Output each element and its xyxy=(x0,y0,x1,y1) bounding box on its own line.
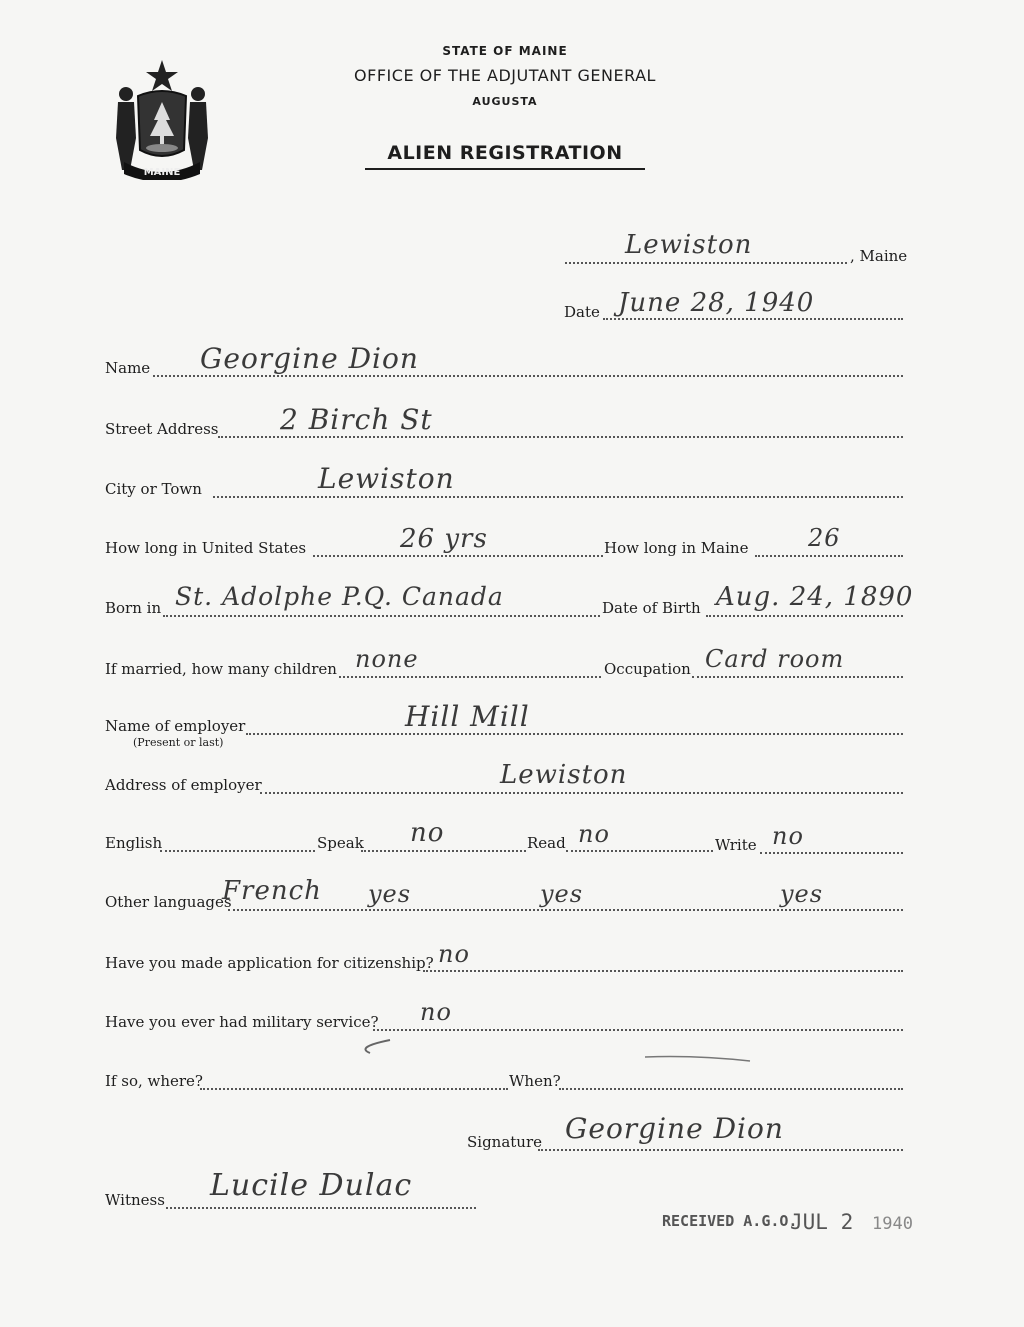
occupation-line xyxy=(692,676,903,678)
children-label: If married, how many children xyxy=(105,660,337,678)
maine-duration-value: 26 xyxy=(808,524,841,552)
title-underline xyxy=(365,168,645,170)
employer-sub-label: (Present or last) xyxy=(133,736,224,749)
place-value: Lewiston xyxy=(625,230,753,260)
write-label: Write xyxy=(715,836,757,854)
military-line xyxy=(373,1029,903,1031)
witness-line xyxy=(166,1207,476,1209)
us-duration-label: How long in United States xyxy=(105,539,307,557)
employer-address-line xyxy=(260,792,903,794)
read-value: no xyxy=(578,820,610,848)
dob-value: Aug. 24, 1890 xyxy=(716,582,914,612)
children-value: none xyxy=(355,645,419,673)
read-label: Read xyxy=(527,834,566,852)
employer-address-label: Address of employer xyxy=(105,776,262,794)
english-label: English xyxy=(105,834,163,852)
employer-label: Name of employer xyxy=(105,717,246,735)
witness-value: Lucile Dulac xyxy=(210,1168,413,1203)
when-line xyxy=(559,1088,903,1090)
city-heading: AUGUSTA xyxy=(472,95,538,108)
date-line xyxy=(603,318,903,320)
english-line xyxy=(160,850,315,852)
name-label: Name xyxy=(105,359,151,377)
place-suffix: , Maine xyxy=(850,247,908,265)
speak-label: Speak xyxy=(317,834,364,852)
pen-marks xyxy=(350,1035,770,1075)
state-heading: STATE OF MAINE xyxy=(442,44,568,58)
city-label: City or Town xyxy=(105,480,202,498)
where-label: If so, where? xyxy=(105,1072,203,1090)
us-duration-line xyxy=(313,555,603,557)
occupation-label: Occupation xyxy=(604,660,691,678)
read-line xyxy=(566,850,713,852)
place-line xyxy=(565,262,847,264)
born-label: Born in xyxy=(105,599,162,617)
witness-label: Witness xyxy=(105,1191,165,1209)
date-value: June 28, 1940 xyxy=(618,288,815,318)
when-label: When? xyxy=(509,1072,561,1090)
write-value: no xyxy=(772,822,804,850)
born-line xyxy=(163,615,600,617)
signature-line xyxy=(538,1149,903,1151)
received-stamp-year: 1940 xyxy=(872,1214,913,1234)
children-line xyxy=(339,676,601,678)
dob-label: Date of Birth xyxy=(602,599,701,617)
other-languages-line xyxy=(228,909,903,911)
employer-line xyxy=(246,733,903,735)
occupation-value: Card room xyxy=(705,645,845,673)
citizenship-value: no xyxy=(438,940,470,968)
maine-duration-line xyxy=(755,555,903,557)
city-line xyxy=(213,496,903,498)
svg-text:MAINE: MAINE xyxy=(143,167,181,178)
name-value: Georgine Dion xyxy=(200,342,419,375)
military-label: Have you ever had military service? xyxy=(105,1013,379,1031)
street-value: 2 Birch St xyxy=(280,403,433,436)
employer-value: Hill Mill xyxy=(405,700,530,733)
employer-address-value: Lewiston xyxy=(500,760,628,790)
dob-line xyxy=(706,615,903,617)
received-stamp-date: JUL 2 xyxy=(790,1210,854,1234)
speak-line xyxy=(361,850,526,852)
other-languages-label: Other languages xyxy=(105,893,232,911)
military-value: no xyxy=(420,998,452,1026)
born-value: St. Adolphe P.Q. Canada xyxy=(175,582,504,611)
date-label: Date xyxy=(564,303,600,321)
name-line xyxy=(153,375,903,377)
citizenship-label: Have you made application for citizenship? xyxy=(105,954,434,972)
other-read-value: yes xyxy=(540,880,584,908)
street-line xyxy=(218,436,903,438)
write-line xyxy=(760,852,903,854)
office-heading: OFFICE OF THE ADJUTANT GENERAL xyxy=(354,66,656,85)
other-write-value: yes xyxy=(780,880,824,908)
other-languages-value: French xyxy=(222,876,322,906)
citizenship-line xyxy=(423,970,903,972)
received-stamp: RECEIVED A.G.O. xyxy=(662,1212,798,1230)
signature-label: Signature xyxy=(467,1133,543,1151)
city-value: Lewiston xyxy=(318,462,455,495)
us-duration-value: 26 yrs xyxy=(400,524,488,554)
other-speak-value: yes xyxy=(368,880,412,908)
street-label: Street Address xyxy=(105,420,219,438)
maine-duration-label: How long in Maine xyxy=(604,539,749,557)
state-of-maine-seal-icon xyxy=(108,58,216,180)
where-line xyxy=(200,1088,508,1090)
speak-value: no xyxy=(410,818,445,848)
signature-value: Georgine Dion xyxy=(565,1112,784,1145)
form-title: ALIEN REGISTRATION xyxy=(387,142,623,164)
